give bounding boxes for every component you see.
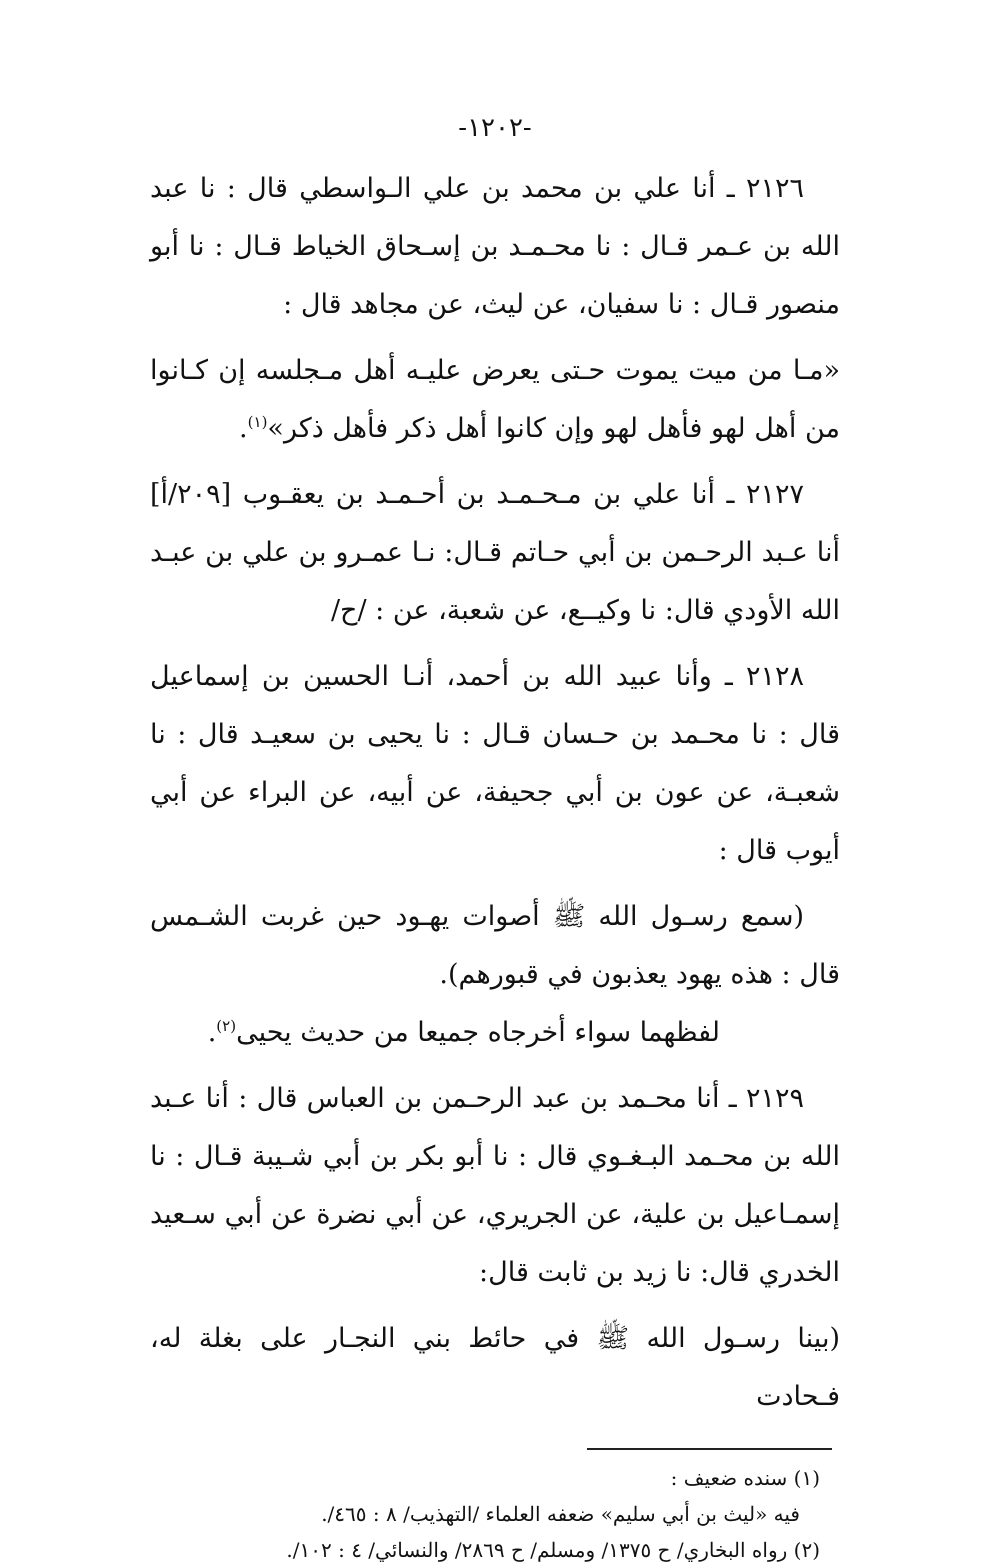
footnote-2: (٢) رواه البخاري/ ح ١٣٧٥/ ومسلم/ ح ٢٨٦٩/ والنسائي/ ٤ : ١٠٢/. [286, 1538, 820, 1562]
hadith-2126-text: «مـا من ميت يموت حـتى يعرض عليـه أهل مـجلسه إن كـانوا من أهل لهو فأهل لهو وإن كانوا أهل ذكر فأهل ذكر»$^{(١)}$. [150, 355, 840, 444]
paragraph-text: ٢١٢٦ ـ أنا علي بن محمد بن علي الـواسطي قال : نا عبد الله بن عـمر قـال : نا محـمـد بن إسـحاق الخياط قـال : نا أبو منصور قـال : نا سفيان، عن ليث، عن مجاهد قال : [150, 173, 840, 320]
hadith-2128-chain [150, 648, 840, 880]
paragraph-text: ٢١٢٨ ـ وأنا عبيد الله بن أحمد، أنـا الحسين بن إسماعيل قال : نا محـمد بن حـسان قـال : نا يحيى بن سعيـد قال : نا شعبـة، عن عون بن أبي جحيفة، عن أبيه، عن البراء عن أبي أيوب قال : [150, 661, 840, 866]
paragraph-text: لفظهما سواء أخرجاه جميعا من حديث يحيى [236, 1017, 720, 1048]
paragraph-text: ٢١٢٩ ـ أنا محـمد بن عبد الرحـمن بن العباس قال : أنا عـبد الله بن محـمد البـغـوي قال : نا أبو بكر بن أبي شـيبة قـال : نا إسمـاعيل بن علية، عن الجريري، عن أبي نضرة عن أبي سـعيد الخدري قال: نا زيد بن ثابت قال: [150, 1083, 840, 1288]
hadith-2129-chain [150, 1070, 840, 1302]
footnote-divider [587, 1448, 832, 1450]
hadith-2126-chain [150, 160, 840, 334]
paragraph-text: (سمع رسـول الله ﷺ أصوات يهـود حين غربت الشـمس قال : هذه يهود يعذبون في قبورهم). [150, 901, 840, 990]
page-number: -١٢٠٢- [458, 113, 532, 143]
document-page [150, 100, 840, 1562]
footnote-1: (١) سنده ضعيف : [670, 1466, 820, 1490]
paragraph-text: «مـا من ميت يموت حـتى يعرض عليـه أهل مـجلسه إن كـانوا من أهل لهو فأهل لهو وإن كانوا أهل ذكر فأهل ذكر» [150, 355, 840, 444]
hadith-2127-chain [150, 466, 840, 640]
footnote-1-detail: فيه «ليث بن أبي سليم» ضعفه العلماء /التهذيب/ ٨ : ٤٦٥/. [321, 1502, 800, 1526]
footnote-marker: (٢) [216, 1017, 237, 1035]
paragraph-text: ٢١٢٧ ـ أنا علي بن مـحـمـد بن أحـمـد بن يعقـوب [٢٠٩/أ] أنا عـبد الرحـمن بن أبي حـاتم قـال: نـا عمـرو بن علي بن عبـد الله الأودي قال: نا وكيــع، عن شعبة، عن : /ح/ [150, 479, 840, 626]
paragraph-text: (بينا رسـول الله ﷺ في حائط بني النجـار على بغلة له، فـحادت [150, 1323, 840, 1412]
hadith-2128-text [150, 888, 840, 1004]
hadith-2128-note: لفظهما سواء أخرجاه جميعا من حديث يحيى$^{(٢)}$. [207, 1017, 720, 1048]
footnote-marker: (١) [247, 413, 268, 431]
hadith-2129-text [150, 1310, 840, 1426]
